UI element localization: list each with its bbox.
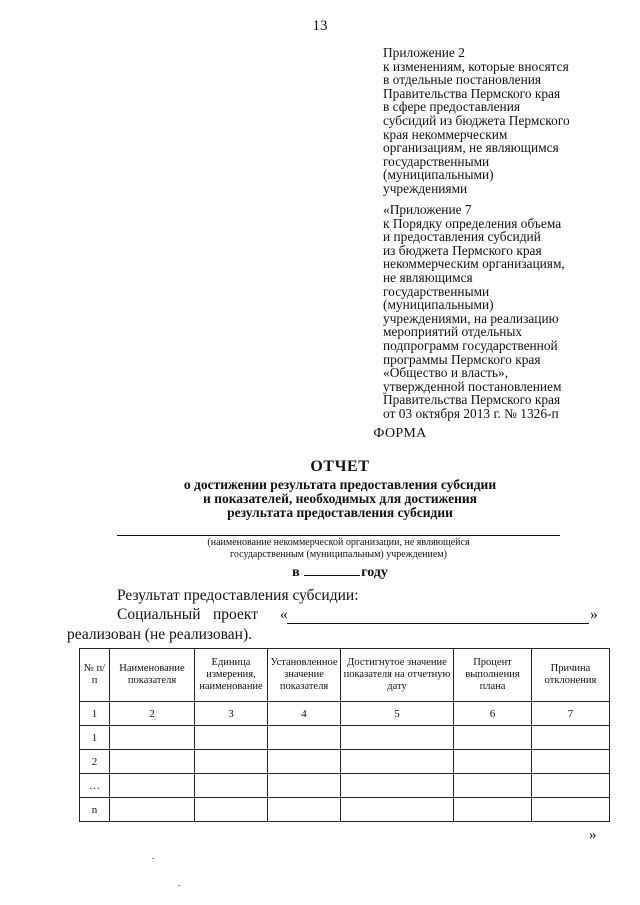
organization-name-caption	[117, 537, 560, 560]
appendix-2-line: Приложение 2	[383, 45, 465, 60]
header-deviation-reason: Причина отклонения	[532, 649, 610, 702]
appendix-2-line: Правительства Пермского края	[383, 85, 561, 101]
organization-caption-line: (наименование некоммерческой организации, не являющейся	[207, 537, 470, 548]
scan-speck	[152, 858, 154, 859]
row-number: …	[80, 774, 110, 798]
appendix-7-line: государственными	[383, 283, 490, 299]
table-cell[interactable]	[110, 726, 195, 750]
header-indicator-name: Наименование показателя	[110, 649, 195, 702]
appendix-7-line: программы Пермского края	[383, 351, 541, 367]
appendix-2-line: организациям, не являющимся	[383, 140, 559, 156]
appendix-2-line: в сфере предоставления	[383, 99, 521, 115]
table-cell[interactable]	[341, 774, 454, 798]
appendix-2-header	[383, 46, 633, 196]
table-cell[interactable]	[532, 798, 610, 822]
table-cell[interactable]	[532, 750, 610, 774]
organization-name-field[interactable]	[117, 535, 560, 536]
table-header-row	[80, 649, 610, 702]
row-number: 2	[80, 750, 110, 774]
column-number-row	[80, 702, 610, 726]
closing-quote: »	[589, 827, 597, 843]
table-cell[interactable]	[341, 798, 454, 822]
table-cell[interactable]	[195, 726, 268, 750]
year-suffix: году	[361, 565, 388, 580]
result-label: Результат предоставления субсидии:	[117, 587, 359, 604]
header-number: № п/п	[80, 649, 110, 702]
project-word-1: Социальный	[117, 606, 201, 623]
appendix-7-line: Правительства Пермского края	[383, 392, 561, 408]
table-cell[interactable]	[195, 774, 268, 798]
organization-caption-line: государственным (муниципальным) учреждением)	[230, 548, 447, 560]
appendix-7-line: (муниципальными)	[383, 297, 494, 313]
table-cell[interactable]	[532, 726, 610, 750]
table-cell[interactable]	[454, 774, 532, 798]
appendix-2-line: края некоммерческим	[383, 126, 508, 142]
table-row	[80, 798, 610, 822]
column-number: 2	[110, 702, 195, 726]
appendix-7-line: к Порядку определения объема	[383, 215, 562, 231]
appendix-7-line: «Приложение 7	[383, 202, 472, 217]
appendix-2-line: учреждениями	[383, 180, 468, 196]
project-row	[117, 606, 600, 626]
appendix-7-line: «Общество и власть»,	[383, 365, 509, 381]
appendix-2-line: государственными	[383, 153, 490, 169]
report-subtitle	[0, 478, 640, 520]
column-number: 3	[195, 702, 268, 726]
row-number: n	[80, 798, 110, 822]
table-cell[interactable]	[268, 750, 341, 774]
appendix-2-line: к изменениям, которые вносятся	[383, 58, 569, 74]
appendix-2-line: субсидий из бюджета Пермского	[383, 112, 570, 128]
column-number: 4	[268, 702, 341, 726]
header-achieved-value: Достигнутое значение показателя на отчетную дату	[341, 649, 454, 702]
table-row	[80, 774, 610, 798]
report-year-line	[0, 563, 640, 581]
project-open-quote: «	[280, 606, 288, 623]
appendix-7-line: от 03 октября 2013 г. № 1326-п	[383, 405, 559, 421]
year-field[interactable]	[304, 563, 360, 576]
report-subtitle-line: и показателей, необходимых для достижения	[203, 491, 477, 506]
appendix-2-line: в отдельные постановления	[383, 72, 542, 88]
form-label: ФОРМА	[373, 426, 427, 441]
project-close-quote: »	[590, 606, 598, 623]
appendix-7-header	[383, 203, 633, 421]
scan-speck	[178, 885, 180, 886]
header-unit: Единица измерения, наименование	[195, 649, 268, 702]
table-cell[interactable]	[454, 726, 532, 750]
table-row	[80, 750, 610, 774]
table-cell[interactable]	[268, 726, 341, 750]
project-word-2: проект	[213, 606, 258, 623]
report-title: ОТЧЕТ	[310, 458, 370, 475]
appendix-7-line: подпрограмм государственной	[383, 337, 558, 353]
column-number: 1	[80, 702, 110, 726]
table-cell[interactable]	[341, 750, 454, 774]
appendix-7-line: и предоставления субсидий	[383, 229, 541, 245]
appendix-7-line: учреждениями, на реализацию	[383, 310, 559, 326]
table-cell[interactable]	[268, 798, 341, 822]
column-number: 6	[454, 702, 532, 726]
table-row	[80, 726, 610, 750]
table-cell[interactable]	[454, 750, 532, 774]
table-cell[interactable]	[110, 774, 195, 798]
table-cell[interactable]	[195, 750, 268, 774]
table-cell[interactable]	[341, 726, 454, 750]
page-number: 13	[312, 18, 328, 34]
appendix-7-line: утвержденной постановлением	[383, 378, 562, 394]
appendix-7-line: некоммерческим организациям,	[383, 256, 565, 272]
appendix-7-line: мероприятий отдельных	[383, 324, 523, 340]
row-number: 1	[80, 726, 110, 750]
report-subtitle-line: о достижении результата предоставления субсидии	[183, 477, 497, 492]
realized-status-text: реализован (не реализован).	[67, 626, 252, 643]
appendix-2-line: (муниципальными)	[383, 167, 494, 183]
indicators-table	[79, 648, 610, 822]
table-cell[interactable]	[454, 798, 532, 822]
header-set-value: Установленное значение показателя	[268, 649, 341, 702]
appendix-7-line: из бюджета Пермского края	[383, 242, 542, 258]
header-plan-percent: Процент выполнения плана	[454, 649, 532, 702]
project-name-field[interactable]	[287, 623, 589, 624]
table-cell[interactable]	[532, 774, 610, 798]
column-number: 5	[341, 702, 454, 726]
table-cell[interactable]	[195, 798, 268, 822]
column-number: 7	[532, 702, 610, 726]
appendix-7-line: не являющимся	[383, 269, 473, 285]
table-cell[interactable]	[268, 774, 341, 798]
report-subtitle-line: результата предоставления субсидии	[227, 505, 453, 520]
year-prefix: в	[292, 565, 300, 580]
table-cell[interactable]	[110, 798, 195, 822]
table-cell[interactable]	[110, 750, 195, 774]
